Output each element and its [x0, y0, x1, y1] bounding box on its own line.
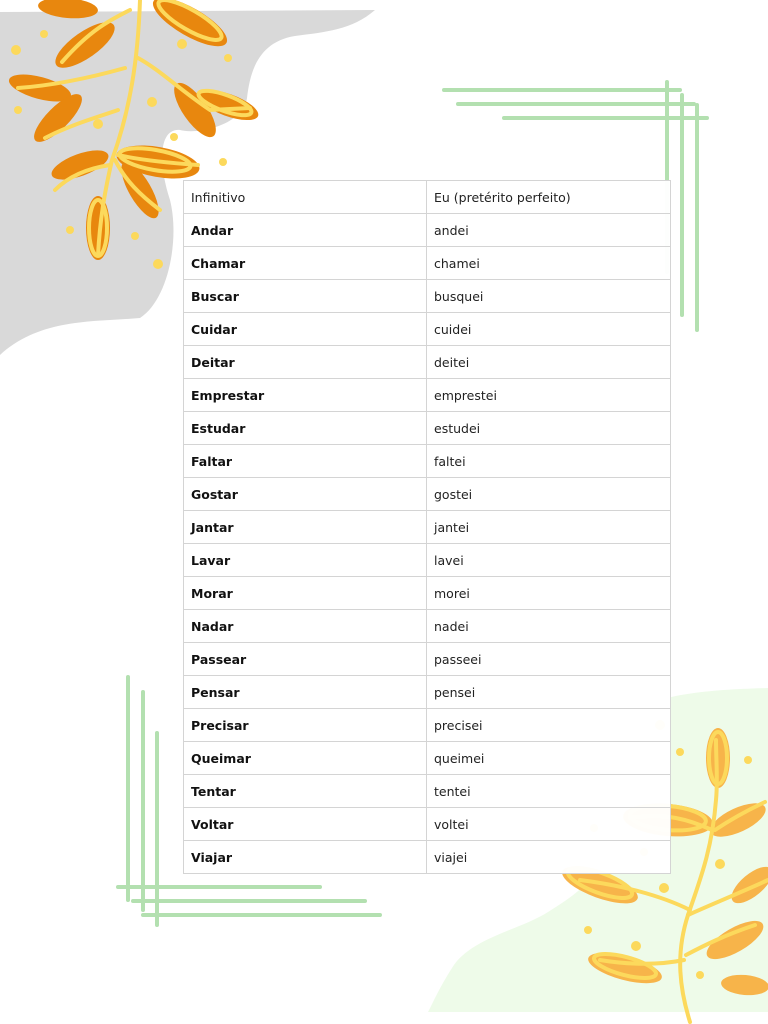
- infinitive-cell: Voltar: [184, 808, 427, 841]
- past-tense-cell: chamei: [427, 247, 671, 280]
- infinitive-cell: Passear: [184, 643, 427, 676]
- table-row: [184, 577, 671, 610]
- table-header: [184, 181, 671, 214]
- infinitive-cell: Faltar: [184, 445, 427, 478]
- infinitive-cell: Deitar: [184, 346, 427, 379]
- infinitive-cell: Morar: [184, 577, 427, 610]
- table-row: [184, 808, 671, 841]
- table-row: [184, 841, 671, 874]
- past-tense-cell: lavei: [427, 544, 671, 577]
- table-row: [184, 775, 671, 808]
- past-tense-cell: queimei: [427, 742, 671, 775]
- table-row: [184, 346, 671, 379]
- table-row: [184, 214, 671, 247]
- table-row: [184, 544, 671, 577]
- table-row: [184, 643, 671, 676]
- conjugation-table: [183, 180, 671, 874]
- table-row: [184, 676, 671, 709]
- past-tense-cell: estudei: [427, 412, 671, 445]
- conjugation-table-container: [183, 180, 670, 874]
- infinitive-cell: Tentar: [184, 775, 427, 808]
- infinitive-cell: Nadar: [184, 610, 427, 643]
- past-tense-cell: passeei: [427, 643, 671, 676]
- infinitive-cell: Cuidar: [184, 313, 427, 346]
- past-tense-cell: tentei: [427, 775, 671, 808]
- past-tense-cell: viajei: [427, 841, 671, 874]
- infinitive-cell: Queimar: [184, 742, 427, 775]
- table-row: [184, 709, 671, 742]
- past-tense-cell: voltei: [427, 808, 671, 841]
- past-tense-cell: precisei: [427, 709, 671, 742]
- past-tense-cell: cuidei: [427, 313, 671, 346]
- table-row: [184, 379, 671, 412]
- infinitive-cell: Lavar: [184, 544, 427, 577]
- table-row: [184, 445, 671, 478]
- table-row: [184, 610, 671, 643]
- infinitive-cell: Gostar: [184, 478, 427, 511]
- infinitive-cell: Buscar: [184, 280, 427, 313]
- past-tense-cell: gostei: [427, 478, 671, 511]
- table-body: [184, 214, 671, 874]
- infinitive-cell: Andar: [184, 214, 427, 247]
- infinitive-cell: Emprestar: [184, 379, 427, 412]
- infinitive-cell: Jantar: [184, 511, 427, 544]
- past-tense-cell: morei: [427, 577, 671, 610]
- past-tense-cell: emprestei: [427, 379, 671, 412]
- table-row: [184, 478, 671, 511]
- infinitive-cell: Precisar: [184, 709, 427, 742]
- table-row: [184, 412, 671, 445]
- header-infinitive: Infinitivo: [184, 181, 427, 214]
- past-tense-cell: nadei: [427, 610, 671, 643]
- past-tense-cell: andei: [427, 214, 671, 247]
- infinitive-cell: Viajar: [184, 841, 427, 874]
- past-tense-cell: busquei: [427, 280, 671, 313]
- table-row: [184, 313, 671, 346]
- infinitive-cell: Estudar: [184, 412, 427, 445]
- table-row: [184, 511, 671, 544]
- past-tense-cell: deitei: [427, 346, 671, 379]
- table-row: [184, 280, 671, 313]
- past-tense-cell: pensei: [427, 676, 671, 709]
- table-row: [184, 247, 671, 280]
- past-tense-cell: faltei: [427, 445, 671, 478]
- table-row: [184, 742, 671, 775]
- infinitive-cell: Chamar: [184, 247, 427, 280]
- past-tense-cell: jantei: [427, 511, 671, 544]
- header-past-tense: Eu (pretérito perfeito): [427, 181, 671, 214]
- infinitive-cell: Pensar: [184, 676, 427, 709]
- header-row: [184, 181, 671, 214]
